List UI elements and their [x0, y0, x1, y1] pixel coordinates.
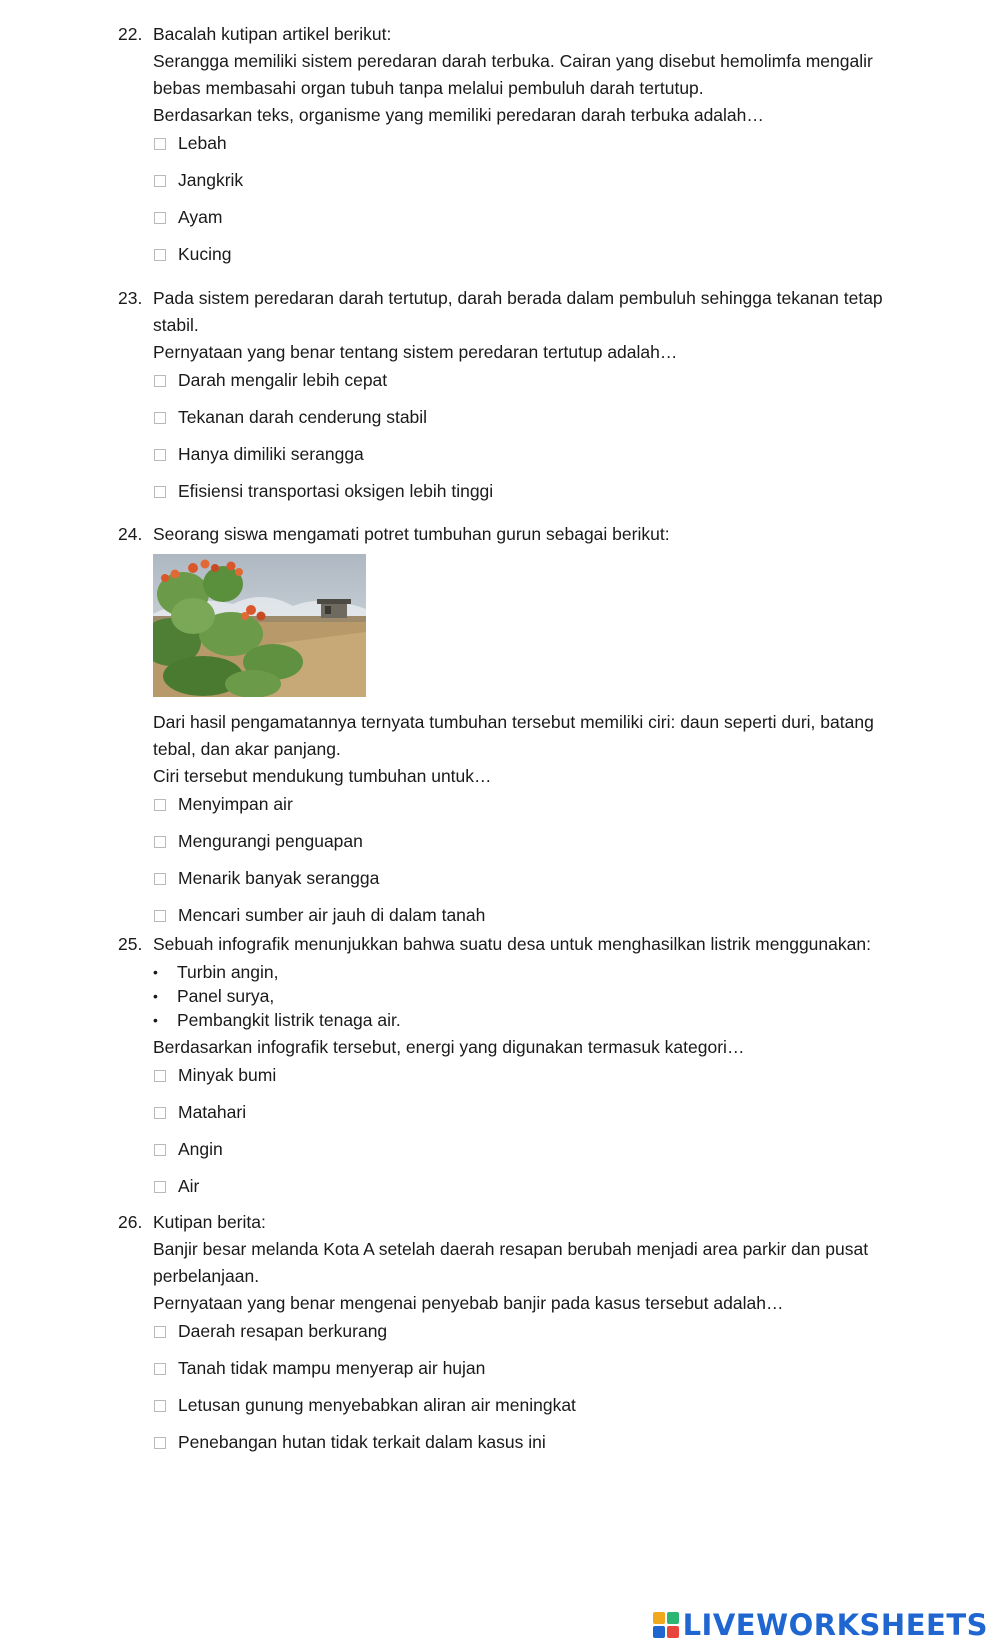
checkbox[interactable] [154, 449, 166, 461]
option-label: Hanya dimiliki serangga [178, 444, 364, 464]
question-text: Bacalah kutipan artikel berikut: [153, 24, 392, 44]
options-list [153, 791, 918, 939]
checkbox[interactable] [154, 412, 166, 424]
option-a[interactable] [153, 1318, 918, 1355]
bullet-item [153, 1008, 918, 1032]
checkbox[interactable] [154, 873, 166, 885]
bullet-item [153, 960, 918, 984]
option-label: Angin [178, 1139, 223, 1159]
question-text: Kutipan berita: [153, 1212, 266, 1232]
option-b[interactable] [153, 828, 918, 865]
option-angin[interactable] [153, 1136, 918, 1173]
option-label: Daerah resapan berkurang [178, 1321, 388, 1341]
bullet-list [153, 960, 918, 1032]
option-label: Tanah tidak mampu menyerap air hujan [178, 1358, 486, 1378]
options-list [153, 367, 918, 515]
option-label: Kucing [178, 244, 232, 264]
option-matahari[interactable] [153, 1099, 918, 1136]
checkbox[interactable] [154, 249, 166, 261]
liveworksheets-logo-icon [653, 1612, 679, 1638]
question-number: 23. [118, 288, 143, 308]
bullet-item [153, 984, 918, 1008]
option-label: Penebangan hutan tidak terkait dalam kasus ini [178, 1432, 546, 1452]
option-label: Efisiensi transportasi oksigen lebih tinggi [178, 481, 494, 501]
question-25 [118, 931, 918, 1210]
checkbox[interactable] [154, 175, 166, 187]
checkbox[interactable] [154, 486, 166, 498]
option-c[interactable] [153, 441, 918, 478]
question-number: 22. [118, 24, 143, 44]
checkbox[interactable] [154, 375, 166, 387]
option-label: Minyak bumi [178, 1065, 277, 1085]
option-lebah[interactable] [153, 130, 918, 167]
option-b[interactable] [153, 1355, 918, 1392]
checkbox[interactable] [154, 1326, 166, 1338]
bullet-icon: • [153, 988, 158, 1004]
option-label: Letusan gunung menyebabkan aliran air meningkat [178, 1395, 576, 1415]
option-air[interactable] [153, 1173, 918, 1210]
option-label: Mengurangi penguapan [178, 831, 363, 851]
checkbox[interactable] [154, 1144, 166, 1156]
option-label: Matahari [178, 1102, 247, 1122]
question-number: 26. [118, 1212, 143, 1232]
option-label: Ayam [178, 207, 223, 227]
question-text: Pada sistem peredaran darah tertutup, darah berada dalam pembuluh sehingga tekanan tetap stabil. [153, 288, 883, 335]
logo-text: LIVEWORKSHEETS [682, 1608, 988, 1642]
bullet-text: Pembangkit listrik tenaga air. [177, 1010, 401, 1030]
question-text: Seorang siswa mengamati potret tumbuhan gurun sebagai berikut: [153, 524, 670, 544]
checkbox[interactable] [154, 1070, 166, 1082]
question-text: Pernyataan yang benar tentang sistem peredaran tertutup adalah… [153, 342, 678, 362]
option-label: Menyimpan air [178, 794, 293, 814]
options-list [153, 1062, 918, 1210]
question-number: 25. [118, 934, 143, 954]
option-a[interactable] [153, 367, 918, 404]
question-22 [118, 21, 918, 278]
option-d[interactable] [153, 1429, 918, 1466]
option-label: Mencari sumber air jauh di dalam tanah [178, 905, 486, 925]
option-c[interactable] [153, 865, 918, 902]
option-b[interactable] [153, 404, 918, 441]
question-number: 24. [118, 524, 143, 544]
option-minyak-bumi[interactable] [153, 1062, 918, 1099]
checkbox[interactable] [154, 212, 166, 224]
question-23 [118, 285, 918, 515]
question-text: Sebuah infografik menunjukkan bahwa suatu desa untuk menghasilkan listrik menggunakan: [153, 934, 871, 954]
desert-cactus-photo [153, 554, 366, 697]
option-label: Menarik banyak serangga [178, 868, 380, 888]
option-label: Darah mengalir lebih cepat [178, 370, 388, 390]
bullet-text: Turbin angin, [177, 962, 279, 982]
option-label: Air [178, 1176, 200, 1196]
option-label: Lebah [178, 133, 227, 153]
option-label: Jangkrik [178, 170, 244, 190]
question-text: Berdasarkan infografik tersebut, energi yang digunakan termasuk kategori… [153, 1037, 745, 1057]
question-24 [118, 521, 918, 939]
option-ayam[interactable] [153, 204, 918, 241]
bullet-icon: • [153, 1012, 158, 1028]
checkbox[interactable] [154, 1363, 166, 1375]
bullet-icon: • [153, 964, 158, 980]
options-list [153, 1318, 918, 1466]
option-kucing[interactable] [153, 241, 918, 278]
option-a[interactable] [153, 791, 918, 828]
checkbox[interactable] [154, 910, 166, 922]
question-text: Dari hasil pengamatannya ternyata tumbuhan tersebut memiliki ciri: daun seperti duri, batang tebal, dan akar panjang. [153, 712, 874, 759]
checkbox[interactable] [154, 1107, 166, 1119]
options-list [153, 130, 918, 278]
option-label: Tekanan darah cenderung stabil [178, 407, 428, 427]
checkbox[interactable] [154, 1181, 166, 1193]
question-text: Ciri tersebut mendukung tumbuhan untuk… [153, 766, 492, 786]
question-text: Berdasarkan teks, organisme yang memiliki peredaran darah terbuka adalah… [153, 105, 764, 125]
liveworksheets-logo[interactable] [653, 1608, 988, 1642]
checkbox[interactable] [154, 836, 166, 848]
checkbox[interactable] [154, 138, 166, 150]
checkbox[interactable] [154, 799, 166, 811]
bullet-text: Panel surya, [177, 986, 275, 1006]
checkbox[interactable] [154, 1437, 166, 1449]
checkbox[interactable] [154, 1400, 166, 1412]
question-26 [118, 1209, 918, 1466]
question-text: Serangga memiliki sistem peredaran darah terbuka. Cairan yang disebut hemolimfa mengalir bebas membasahi organ tubuh tanpa melalui pembuluh darah tertutup. [153, 51, 873, 98]
option-d[interactable] [153, 478, 918, 515]
option-c[interactable] [153, 1392, 918, 1429]
question-text: Pernyataan yang benar mengenai penyebab banjir pada kasus tersebut adalah… [153, 1293, 784, 1313]
option-jangkrik[interactable] [153, 167, 918, 204]
question-text: Banjir besar melanda Kota A setelah daerah resapan berubah menjadi area parkir dan pusat perbelanjaan. [153, 1239, 869, 1286]
